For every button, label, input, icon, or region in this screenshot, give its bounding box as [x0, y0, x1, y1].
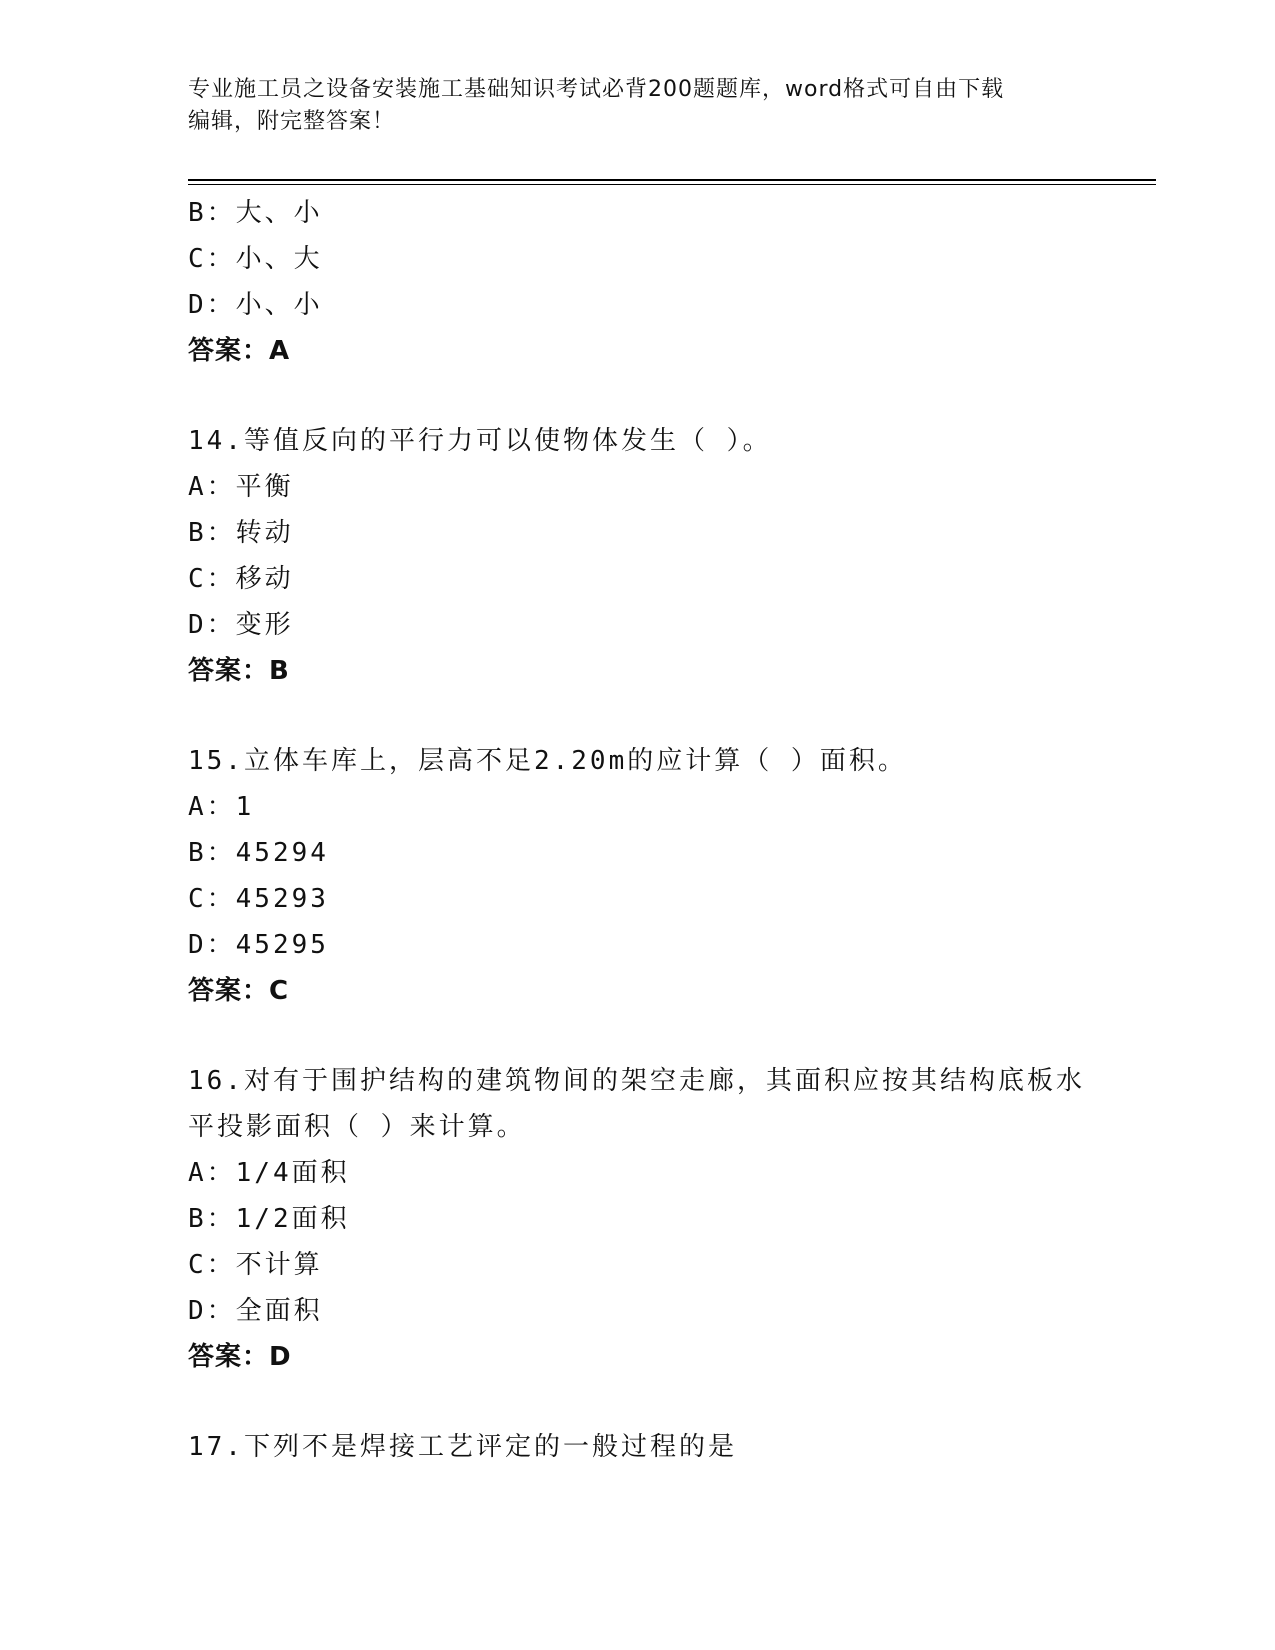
question-17 — [188, 1424, 1088, 1470]
option-a: A：平衡 — [188, 472, 294, 502]
header-title-line1: 专业施工员之设备安装施工基础知识考试必背200题题库，word格式可自由下载 — [188, 77, 1005, 102]
option-c: C：不计算 — [188, 1250, 323, 1280]
question-stem-line1: 16.对有于围护结构的建筑物间的架空走廊，其面积应按其结构底板水 — [188, 1066, 1085, 1096]
answer: 答案：D — [188, 1342, 292, 1372]
page-header — [188, 74, 1068, 138]
header-divider-thin — [188, 184, 1156, 185]
answer: 答案：B — [188, 656, 290, 686]
option-d: D：全面积 — [188, 1296, 323, 1326]
option-b: B：45294 — [188, 838, 329, 868]
question-stem-line2: 平投影面积（ ）来计算。 — [188, 1112, 526, 1142]
option-d: D：45295 — [188, 930, 329, 960]
option-a: A：1 — [188, 792, 255, 822]
option-c: C：小、大 — [188, 244, 323, 274]
question-stem: 14.等值反向的平行力可以使物体发生（ ）。 — [188, 426, 772, 456]
header-divider-thick — [188, 179, 1156, 181]
option-b: B：1/2面积 — [188, 1204, 350, 1234]
question-stem: 17.下列不是焊接工艺评定的一般过程的是 — [188, 1432, 737, 1462]
question-15 — [188, 738, 1088, 1014]
answer: 答案：C — [188, 976, 290, 1006]
question-16 — [188, 1058, 1088, 1380]
header-title-line2: 编辑，附完整答案！ — [188, 109, 396, 134]
option-b: B：转动 — [188, 518, 294, 548]
option-c: C：移动 — [188, 564, 294, 594]
answer: 答案：A — [188, 336, 291, 366]
option-d: D：小、小 — [188, 290, 323, 320]
question-stem: 15.立体车库上，层高不足2.20m的应计算（ ）面积。 — [188, 746, 907, 776]
option-b: B：大、小 — [188, 198, 323, 228]
question-14 — [188, 418, 1088, 694]
question-list — [188, 190, 1088, 1470]
option-c: C：45293 — [188, 884, 329, 914]
question-13 — [188, 190, 1088, 374]
option-a: A：1/4面积 — [188, 1158, 350, 1188]
option-d: D：变形 — [188, 610, 294, 640]
